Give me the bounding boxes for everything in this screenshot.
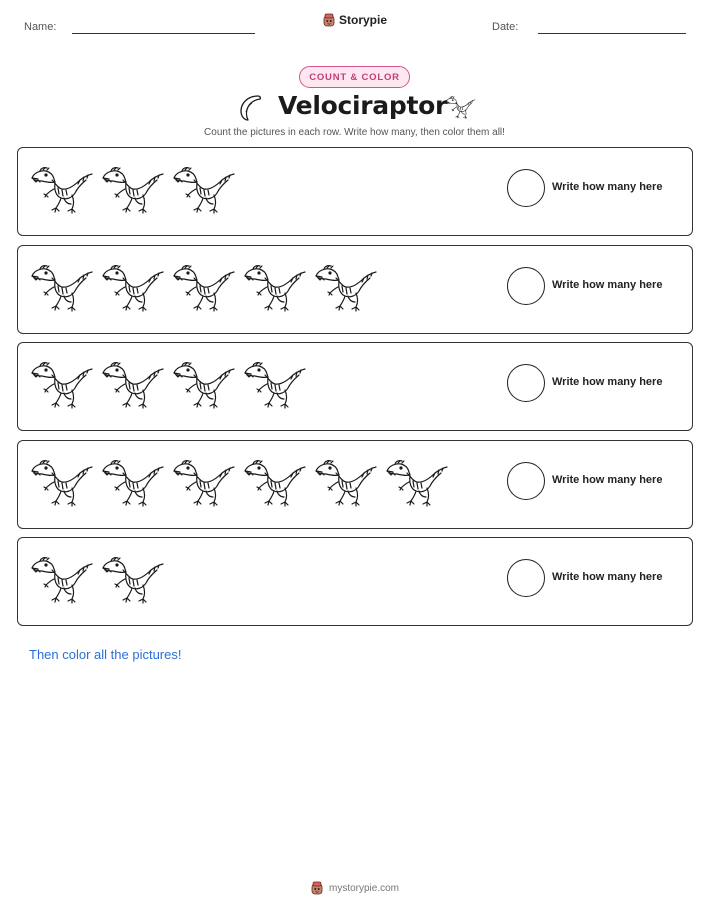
answer-label: Write how many here bbox=[552, 278, 663, 291]
velociraptor-icon[interactable] bbox=[312, 451, 378, 509]
name-label: Name: bbox=[24, 21, 57, 33]
answer-label: Write how many here bbox=[552, 181, 663, 193]
count-row bbox=[17, 245, 693, 334]
velociraptor-icon[interactable] bbox=[99, 548, 165, 606]
velociraptor-icon[interactable] bbox=[99, 256, 165, 314]
instructions: Count the pictures in each row. Write how many, then color them all! bbox=[204, 127, 505, 138]
picture-group bbox=[28, 256, 378, 316]
velociraptor-icon[interactable] bbox=[170, 353, 236, 411]
title-row bbox=[0, 90, 709, 126]
claw-icon bbox=[236, 92, 264, 122]
picture-group bbox=[28, 353, 307, 413]
answer-circle[interactable] bbox=[507, 169, 545, 207]
answer-circle[interactable] bbox=[507, 364, 545, 402]
footer-note: Then color all the pictures! bbox=[29, 647, 182, 662]
velociraptor-icon[interactable] bbox=[241, 256, 307, 314]
velociraptor-icon[interactable] bbox=[28, 256, 94, 314]
velociraptor-icon[interactable] bbox=[383, 451, 449, 509]
storypie-mascot-icon bbox=[310, 881, 324, 895]
count-row bbox=[17, 342, 693, 431]
velociraptor-icon[interactable] bbox=[28, 548, 94, 606]
answer-circle[interactable] bbox=[507, 267, 545, 305]
date-label: Date: bbox=[492, 21, 519, 33]
velociraptor-icon[interactable] bbox=[170, 158, 236, 216]
date-field[interactable] bbox=[538, 33, 686, 34]
velociraptor-icon bbox=[443, 92, 477, 120]
brand-logo bbox=[322, 13, 387, 27]
answer-circle[interactable] bbox=[507, 559, 545, 597]
velociraptor-icon[interactable] bbox=[28, 451, 94, 509]
velociraptor-icon[interactable] bbox=[99, 353, 165, 411]
name-field[interactable] bbox=[72, 33, 255, 34]
answer-label: Write how many here bbox=[552, 473, 663, 486]
velociraptor-icon[interactable] bbox=[241, 353, 307, 411]
worksheet-header bbox=[0, 0, 709, 50]
picture-group bbox=[28, 451, 449, 511]
answer-circle[interactable] bbox=[507, 462, 545, 500]
velociraptor-icon[interactable] bbox=[99, 451, 165, 509]
velociraptor-icon[interactable] bbox=[99, 158, 165, 216]
count-row bbox=[17, 440, 693, 529]
storypie-mascot-icon bbox=[322, 13, 336, 27]
velociraptor-icon[interactable] bbox=[170, 256, 236, 314]
brand-name: Storypie bbox=[339, 13, 388, 27]
picture-group bbox=[28, 548, 165, 608]
count-row bbox=[17, 147, 693, 236]
page-title: Velociraptor bbox=[278, 91, 448, 120]
answer-label: Write how many here bbox=[552, 376, 663, 388]
velociraptor-icon[interactable] bbox=[28, 158, 94, 216]
velociraptor-icon[interactable] bbox=[241, 451, 307, 509]
velociraptor-icon[interactable] bbox=[312, 256, 378, 314]
picture-group bbox=[28, 158, 236, 218]
activity-badge: COUNT & COLOR bbox=[299, 66, 410, 88]
velociraptor-icon[interactable] bbox=[170, 451, 236, 509]
site-footer bbox=[0, 881, 709, 895]
answer-label: Write how many here bbox=[552, 571, 663, 583]
velociraptor-icon[interactable] bbox=[28, 353, 94, 411]
count-row bbox=[17, 537, 693, 626]
site-url: mystorypie.com bbox=[328, 882, 399, 894]
